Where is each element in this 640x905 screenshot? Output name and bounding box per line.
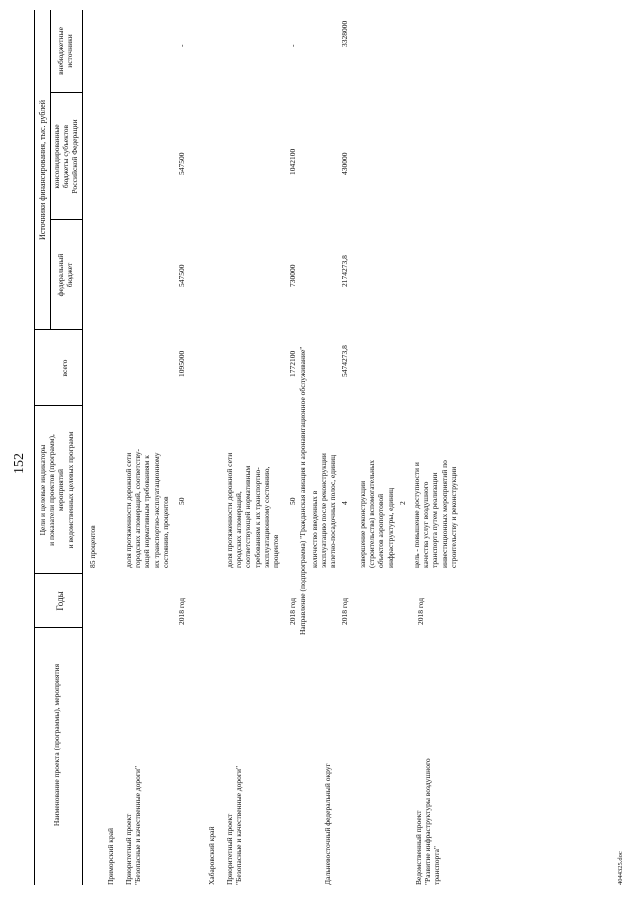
header-total: всего: [60, 359, 69, 377]
col-divider-regional: [50, 219, 83, 220]
row3-goal2: завершение реконструкции (строительства) вспомогательных объектов аэропортовой инфраструктуры, единиц: [358, 460, 395, 568]
row3-goal2-value: 2: [398, 501, 407, 505]
row1-goal: доля протяженности дорожной сети городских агломераций, соответству- ющей нормативным требованиям к их транспортно-эксплуатационному состоянию, процентов: [124, 448, 170, 568]
table-top-rule: [34, 10, 35, 885]
footer-code: 4044325.doc: [617, 851, 624, 885]
row3-federal: 2174273,8: [340, 255, 349, 287]
row3-goal: количество введенных в эксплуатацию после реконструкции взлетно-посадочных полос, единиц: [310, 453, 338, 568]
row1-regional: 547500: [177, 152, 186, 175]
row1-federal: 547500: [177, 264, 186, 287]
row1-project: Приоритетный проект "Безопасные и качественные дороги": [124, 765, 143, 885]
header-bottom-rule: [82, 10, 83, 885]
header-extra: внебюджетные источники: [56, 27, 75, 75]
header-federal: федеральный бюджет: [56, 253, 75, 297]
row3-region: Дальневосточный федеральный округ: [323, 763, 332, 885]
row1-region: Приморский край: [106, 827, 115, 885]
row2-federal: 730000: [288, 264, 297, 287]
row4-project: Ведомственный проект "Развитие инфраструктуры воздушного транспорта": [414, 758, 442, 885]
row1-total: 1095000: [177, 350, 186, 377]
row2-region: Хабаровский край: [207, 826, 216, 885]
row3-extra: 3328000: [340, 20, 349, 47]
header-funding-group: Источники финансирования, тыс. рублей: [38, 99, 47, 241]
row2-regional: 1042100: [288, 148, 297, 175]
row2-year: 2018 год: [288, 597, 297, 625]
col-divider-years: [34, 627, 83, 628]
row1-goal-value: 50: [177, 497, 186, 505]
row4-goal: цель - повышение доступности и качества услуг воздушного транспорта путем реализации инвестиционных мероприятий по строительству и реконструкции: [412, 460, 458, 568]
col-divider-goals: [34, 573, 83, 574]
row2-goal: доля протяженности дорожной сети городских агломераций, соответствующей нормативным требованиям к их транспортно- эксплуатационному состоянию, процентов: [225, 452, 281, 568]
row2-total: 1772100: [288, 350, 297, 377]
row1-extra: -: [177, 44, 186, 47]
direction-heading: Направление (подпрограмма) "Гражданская авиация и аэронавигационное обслуживание": [298, 346, 307, 635]
row2-extra: -: [288, 44, 297, 47]
funding-subheader-rule: [50, 10, 51, 330]
row3-goal-value: 4: [340, 501, 349, 505]
row4-year: 2018 год: [416, 597, 425, 625]
header-name: Наименование проекта (программы), мероприятия: [52, 663, 61, 827]
page-number: 152: [12, 453, 27, 474]
row2-goal-value: 50: [288, 497, 297, 505]
col-divider-total: [34, 405, 83, 406]
row3-year: 2018 год: [340, 597, 349, 625]
col-divider-funding: [34, 329, 83, 330]
header-years: Годы: [55, 591, 65, 611]
row3-regional: 430000: [340, 152, 349, 175]
row1-year: 2018 год: [177, 597, 186, 625]
col-divider-extra: [50, 92, 83, 93]
row2-project: Приоритетный проект "Безопасные и качественные дороги": [225, 765, 244, 885]
row0-goal: 85 процентов: [88, 525, 97, 568]
row3-total: 5474273,8: [340, 345, 349, 377]
header-regional: консолидированные бюджеты субъектов Российской Федерации: [52, 119, 80, 194]
header-goals: Цели и целевые индикаторы и показатели проектов (программ), мероприятий и ведомственных целевых программ: [38, 431, 75, 549]
